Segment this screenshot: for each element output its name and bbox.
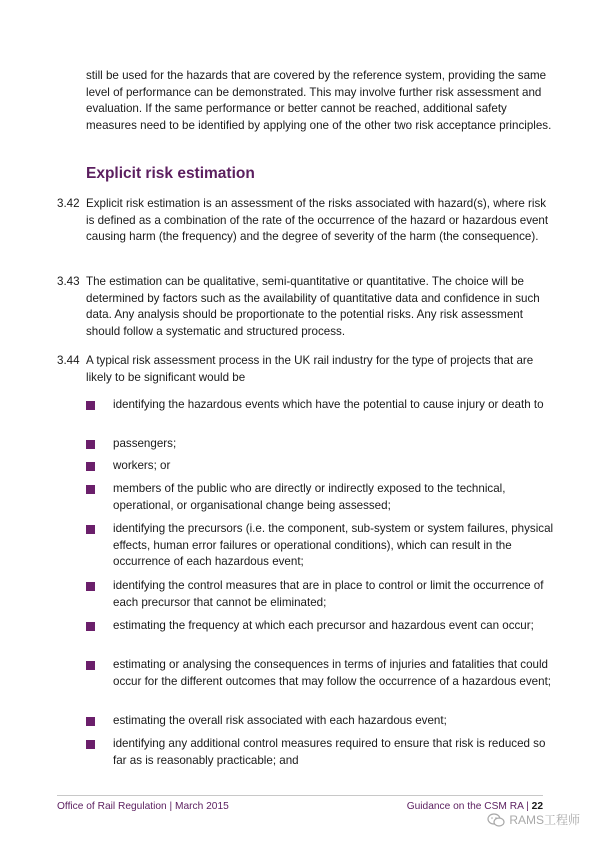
bullet-item: workers; or <box>113 459 171 472</box>
bullet-icon <box>86 525 95 534</box>
page-number: 22 <box>531 801 543 812</box>
footer-divider <box>57 795 543 796</box>
bullet-icon <box>86 440 95 449</box>
bullet-icon <box>86 740 95 749</box>
bullet-item: identifying the control measures that are in place to control or limit the occurrence of each precursor that cannot be eliminated; <box>113 579 544 609</box>
footer-doc-title: Guidance on the CSM RA | <box>406 801 532 812</box>
bullet-item: estimating the overall risk associated with each hazardous event; <box>113 714 447 727</box>
bullet-item: passengers; <box>113 437 177 450</box>
paragraph-number: 3.44 <box>57 354 80 367</box>
bullet-icon <box>86 582 95 591</box>
footer-left: Office of Rail Regulation | March 2015 <box>57 801 229 812</box>
paragraph-number: 3.42 <box>57 197 80 210</box>
bullet-icon <box>86 661 95 670</box>
bullet-item: identifying any additional control measures required to ensure that risk is reduced so far as is reasonably practicable; and <box>113 737 546 767</box>
bullet-icon <box>86 462 95 471</box>
bullet-item: identifying the precursors (i.e. the component, sub-system or system failures, physical effects, human error failures or operational conditions), which can result in the occurrence of each hazardous event; <box>113 522 554 569</box>
bullet-item: estimating the frequency at which each precursor and hazardous event can occur; <box>113 619 534 632</box>
bullet-icon <box>86 401 95 410</box>
paragraph-text: A typical risk assessment process in the UK rail industry for the type of projects that are likely to be significant would be <box>86 354 534 384</box>
bullet-icon <box>86 485 95 494</box>
wechat-icon <box>487 813 505 827</box>
bullet-icon <box>86 622 95 631</box>
bullet-item: identifying the hazardous events which have the potential to cause injury or death to <box>113 398 544 411</box>
watermark-text: RAMS工程师 <box>509 813 580 827</box>
bullet-icon <box>86 717 95 726</box>
intro-paragraph: still be used for the hazards that are covered by the reference system, providing the same level of performance can be demonstrated. This may involve further risk assessment and evaluation. If the same performance or better cannot be reached, additional safety measures need to be identified by applying one of the other two risk acceptance principles. <box>86 69 552 132</box>
paragraph-text: Explicit risk estimation is an assessment of the risks associated with hazard(s), where risk is defined as a combination of the rate of the occurrence of the hazard or hazardous event causing harm (the frequency) and the degree of severity of the harm (the consequence). <box>86 197 549 244</box>
section-heading: Explicit risk estimation <box>86 165 255 182</box>
bullet-item: estimating or analysing the consequences in terms of injuries and fatalities that could occur for the different outcomes that may follow the occurrence of a hazardous event; <box>113 658 552 688</box>
paragraph-number: 3.43 <box>57 275 80 288</box>
paragraph-text: The estimation can be qualitative, semi-quantitative or quantitative. The choice will be determined by factors such as the availability of quantitative data and confidence in such data. Any analysis should be proportionate to the potential risks. Any risk assessment should follow a systematic and structured process. <box>86 275 540 338</box>
bullet-item: members of the public who are directly or indirectly exposed to the technical, operational, or organisational change being assessed; <box>113 482 506 512</box>
watermark <box>487 811 580 828</box>
